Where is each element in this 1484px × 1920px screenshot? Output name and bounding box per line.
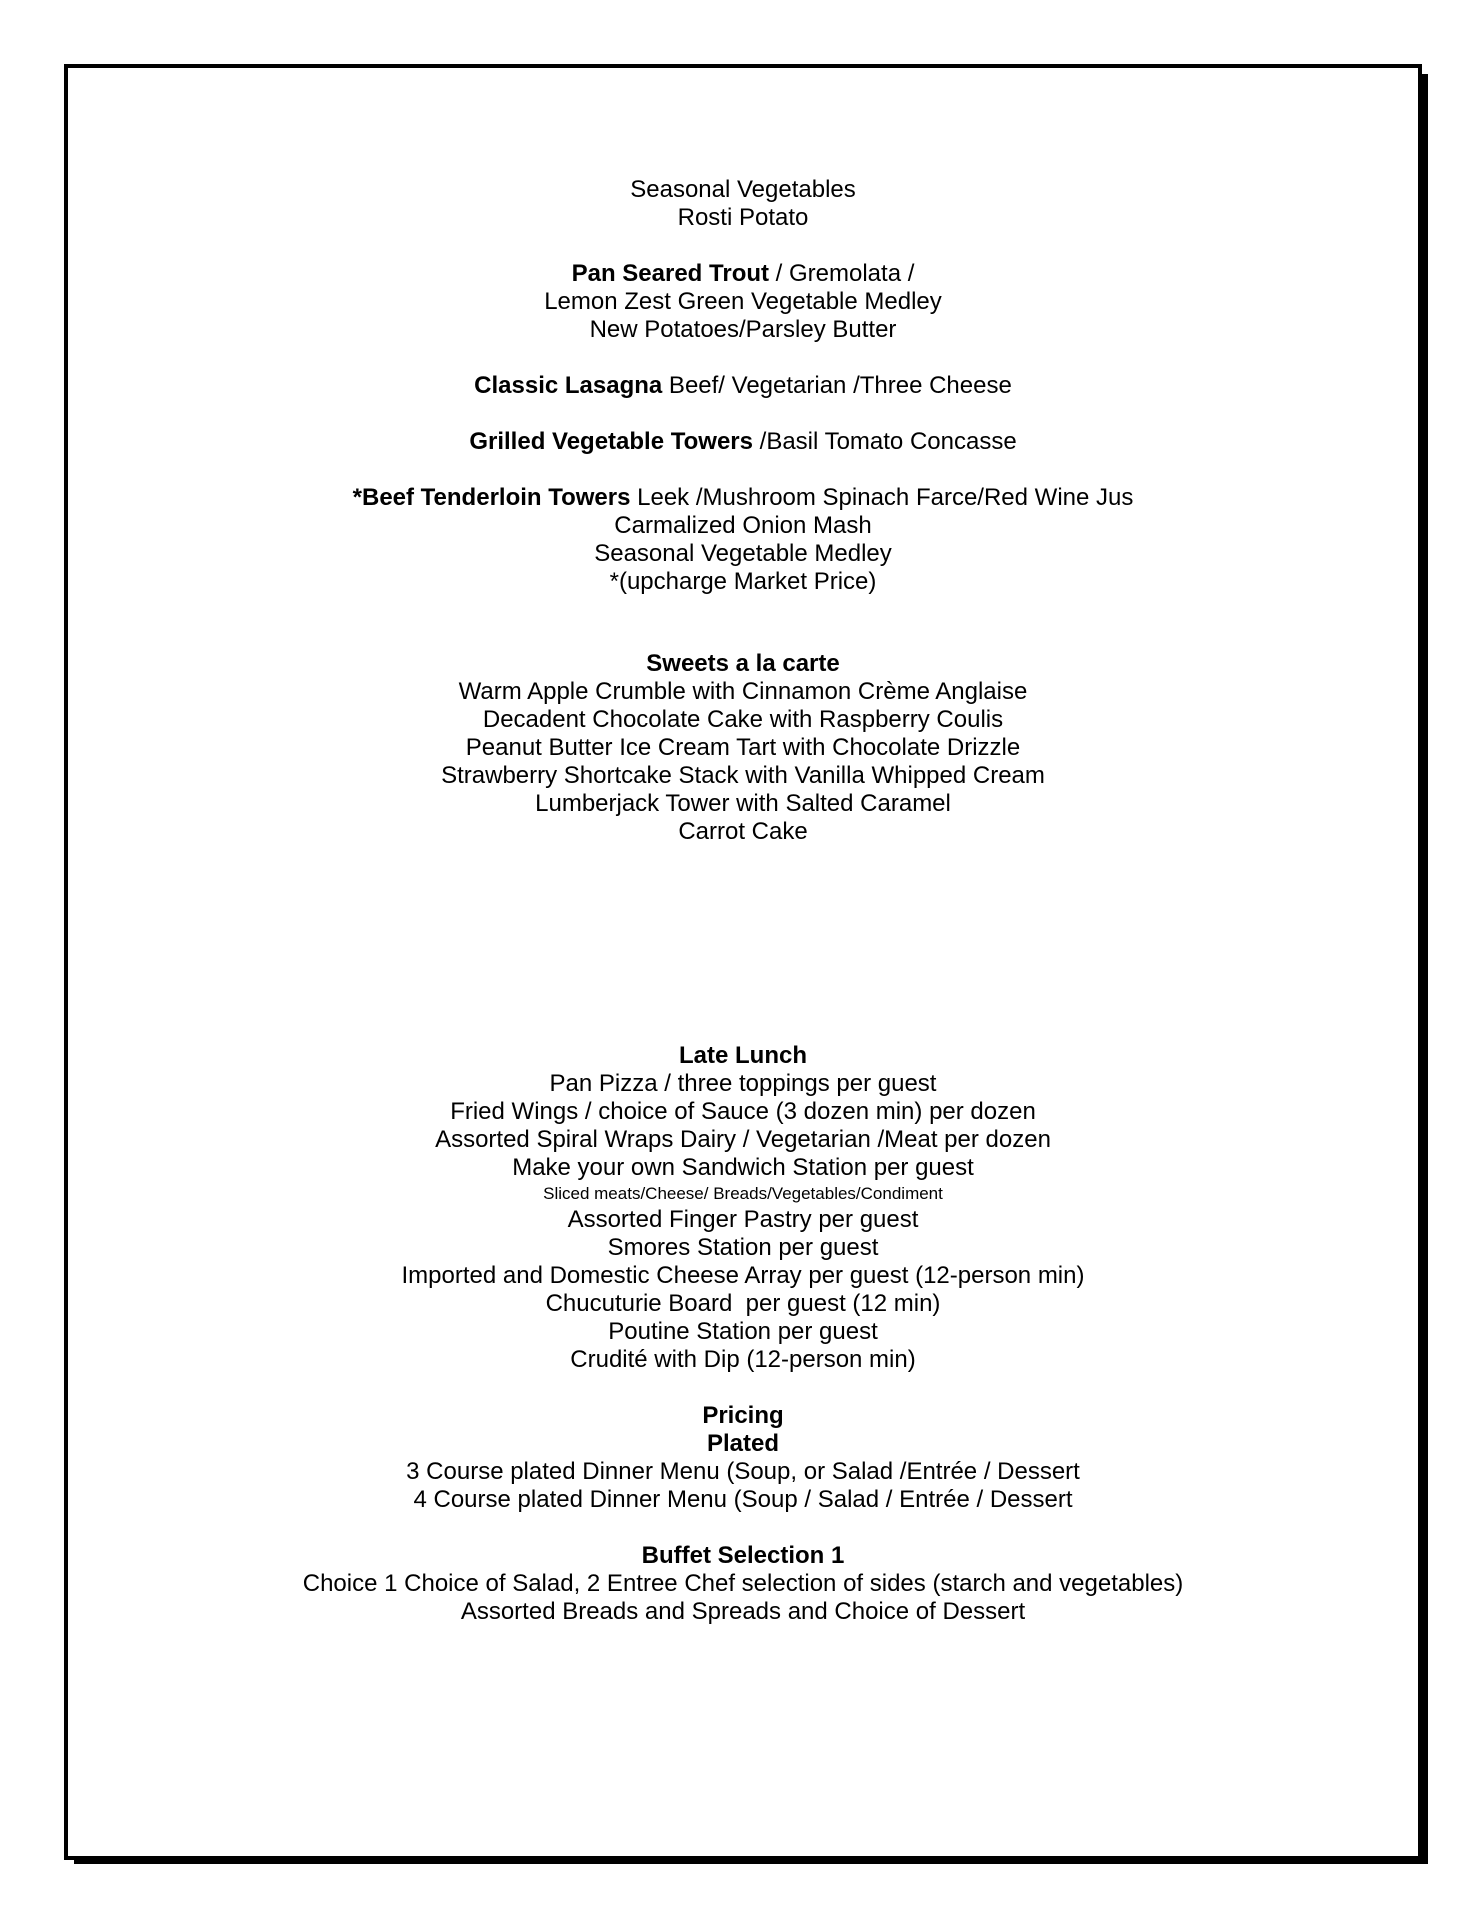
- sweets-item: Strawberry Shortcake Stack with Vanilla Whipped Cream: [441, 762, 1045, 789]
- menu-line: Seasonal Vegetables: [630, 176, 856, 203]
- buffet-heading: Buffet Selection 1: [641, 1542, 845, 1569]
- veg-towers-title: Grilled Vegetable Towers: [469, 428, 753, 455]
- late-lunch-item: Imported and Domestic Cheese Array per guest (12-person min): [401, 1262, 1085, 1289]
- late-lunch-item: Poutine Station per guest: [608, 1318, 878, 1345]
- sweets-item: Carrot Cake: [678, 818, 808, 845]
- trout-entree: [68, 260, 1418, 288]
- menu-line: Carmalized Onion Mash: [614, 512, 872, 539]
- lasagna-entree: [68, 372, 1418, 400]
- veg-towers-entree: [68, 428, 1418, 456]
- late-lunch-item: Fried Wings / choice of Sauce (3 dozen min) per dozen: [450, 1098, 1036, 1125]
- sweets-heading: Sweets a la carte: [646, 650, 840, 677]
- late-lunch-item: Smores Station per guest: [607, 1234, 879, 1261]
- lasagna-desc: Beef/ Vegetarian /Three Cheese: [662, 372, 1012, 399]
- pricing-subheading: Plated: [706, 1430, 780, 1457]
- late-lunch-item: Make your own Sandwich Station per guest: [512, 1154, 974, 1181]
- late-lunch-heading: Late Lunch: [678, 1042, 807, 1069]
- beef-title: *Beef Tenderloin Towers: [352, 484, 631, 511]
- beef-desc: Leek /Mushroom Spinach Farce/Red Wine Jus: [630, 484, 1134, 511]
- buffet-item: Assorted Breads and Spreads and Choice of Dessert: [460, 1598, 1026, 1625]
- menu-line: Seasonal Vegetable Medley: [594, 540, 892, 567]
- menu-line: Lemon Zest Green Vegetable Medley: [544, 288, 942, 315]
- late-lunch-item: Pan Pizza / three toppings per guest: [549, 1070, 937, 1097]
- sweets-item: Warm Apple Crumble with Cinnamon Crème Anglaise: [458, 678, 1028, 705]
- menu-line: New Potatoes/Parsley Butter: [589, 316, 897, 343]
- beef-entree: [68, 484, 1418, 512]
- menu-line: *(upcharge Market Price): [609, 568, 877, 595]
- pricing-heading: Pricing: [702, 1402, 784, 1429]
- sweets-item: Lumberjack Tower with Salted Caramel: [535, 790, 951, 817]
- menu-content: [68, 176, 1418, 1626]
- veg-towers-desc: /Basil Tomato Concasse: [752, 428, 1017, 455]
- page-frame: [64, 64, 1422, 1860]
- sweets-item: Peanut Butter Ice Cream Tart with Chocolate Drizzle: [465, 734, 1021, 761]
- late-lunch-item: Assorted Finger Pastry per guest: [567, 1206, 919, 1233]
- menu-line: Rosti Potato: [677, 204, 809, 231]
- pricing-item: 3 Course plated Dinner Menu (Soup, or Salad /Entrée / Dessert: [406, 1458, 1080, 1485]
- pricing-item: 4 Course plated Dinner Menu (Soup / Salad / Entrée / Dessert: [413, 1486, 1073, 1513]
- late-lunch-item: Crudité with Dip (12-person min): [570, 1346, 916, 1373]
- buffet-item: Choice 1 Choice of Salad, 2 Entree Chef selection of sides (starch and vegetables): [302, 1570, 1184, 1597]
- trout-desc: / Gremolata /: [769, 260, 915, 287]
- late-lunch-item: Chucuturie Board per guest (12 min): [545, 1290, 941, 1317]
- late-lunch-item: Assorted Spiral Wraps Dairy / Vegetarian /Meat per dozen: [435, 1126, 1051, 1153]
- sandwich-note: Sliced meats/Cheese/ Breads/Vegetables/Condiment: [543, 1184, 943, 1203]
- sweets-item: Decadent Chocolate Cake with Raspberry Coulis: [482, 706, 1004, 733]
- trout-title: Pan Seared Trout: [571, 260, 769, 287]
- lasagna-title: Classic Lasagna: [474, 372, 663, 399]
